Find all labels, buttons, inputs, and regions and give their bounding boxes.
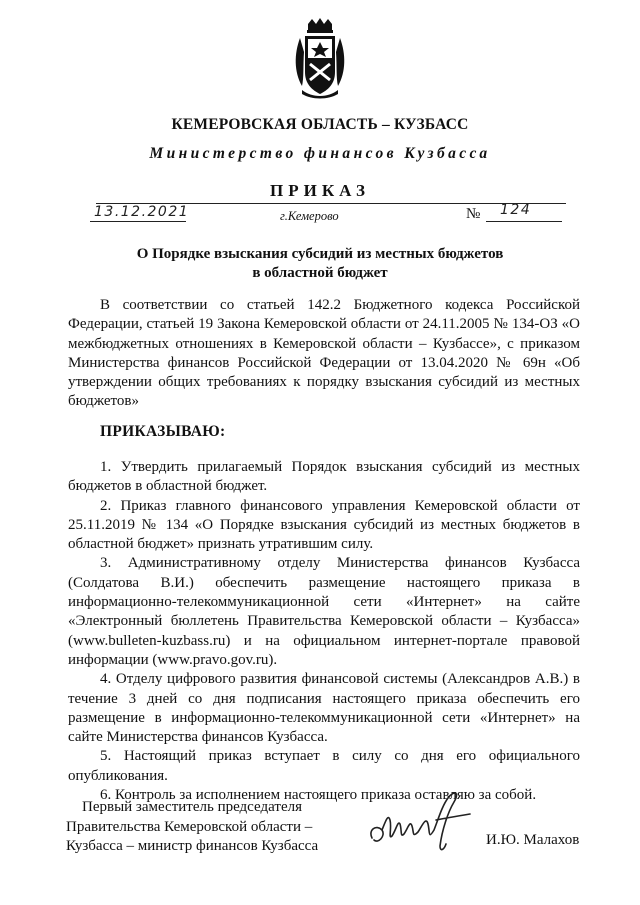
order-item-5: 5. Настоящий приказ вступает в силу со дня его официального опубликования. — [68, 748, 580, 784]
order-heading: ПРИКАЗЫВАЮ: — [100, 423, 226, 440]
document-type: ПРИКАЗ — [270, 181, 370, 200]
coat-of-arms-icon — [292, 18, 348, 100]
order-number: 124 — [500, 202, 532, 218]
city: г.Кемерово — [280, 209, 339, 223]
preamble — [68, 296, 580, 412]
order-item-4: 4. Отделу цифрового развития финансовой системы (Александров А.В.) в течение 3 дней со дня подписания настоящего приказа обеспечить его размещение в информационно-телекоммуникационной сети «Интернет» на сайте Министерства финансов Кузбасса. — [68, 671, 580, 746]
number-label: № — [466, 206, 481, 222]
date-underline — [90, 221, 186, 222]
title-line-2: в областной бюджет — [252, 265, 388, 281]
order-item-3: 3. Административному отделу Министерства финансов Кузбасса (Солдатова В.И.) обеспечить размещение настоящего приказа в информационно-телекоммуникационной сети «Интернет» на сайте «Электронный бюллетень Правительства Кемеровской области – Кузбасса» (www.bulleten-kuzbass.ru) и на официальном интернет-портале правовой информации (www.pravo.gov.ru). — [68, 555, 580, 668]
order-item-2: 2. Приказ главного финансового управления Кемеровской области от 25.11.2019 № 134 «О Порядке взыскания субсидий из местных бюджетов в областной бюджет» признать утратившим силу. — [68, 497, 580, 553]
order-item-1: 1. Утвердить прилагаемый Порядок взыскания субсидий из местных бюджетов в областной бюджет. — [68, 459, 580, 495]
signer-position-line-3: Кузбасса – министр финансов Кузбасса — [66, 838, 319, 854]
ministry-name: Министерство финансов Кузбасса — [149, 145, 491, 162]
signer-position-line-1: Первый заместитель председателя — [82, 799, 302, 815]
number-underline — [486, 221, 562, 222]
signature-icon — [366, 780, 476, 860]
preamble-text: В соответствии со статьей 142.2 Бюджетного кодекса Российской Федерации, статьей 19 Закона Кемеровской области от 24.11.2005 № 134-ОЗ «О межбюджетных отношениях в Кемеровской области – Кузбассе», с приказом Министерства финансов Российской Федерации от 13.04.2020 № 69н «Об утверждении общих требованиях к порядку взыскания субсидий из местных бюджетов» — [68, 297, 580, 410]
signer-position-line-2: Правительства Кемеровской области – — [66, 818, 313, 835]
order-item-6: 6. Контроль за исполнением настоящего приказа оставляю за собой. — [100, 787, 537, 804]
region-name: КЕМЕРОВСКАЯ ОБЛАСТЬ – КУЗБАСС — [171, 116, 469, 133]
order-items — [68, 458, 580, 805]
document-title — [100, 245, 540, 283]
title-line-1: О Порядке взыскания субсидий из местных бюджетов — [136, 246, 504, 262]
signer-position — [66, 798, 336, 857]
order-date: 13.12.2021 — [94, 204, 190, 220]
signer-name: И.Ю. Малахов — [486, 832, 580, 848]
